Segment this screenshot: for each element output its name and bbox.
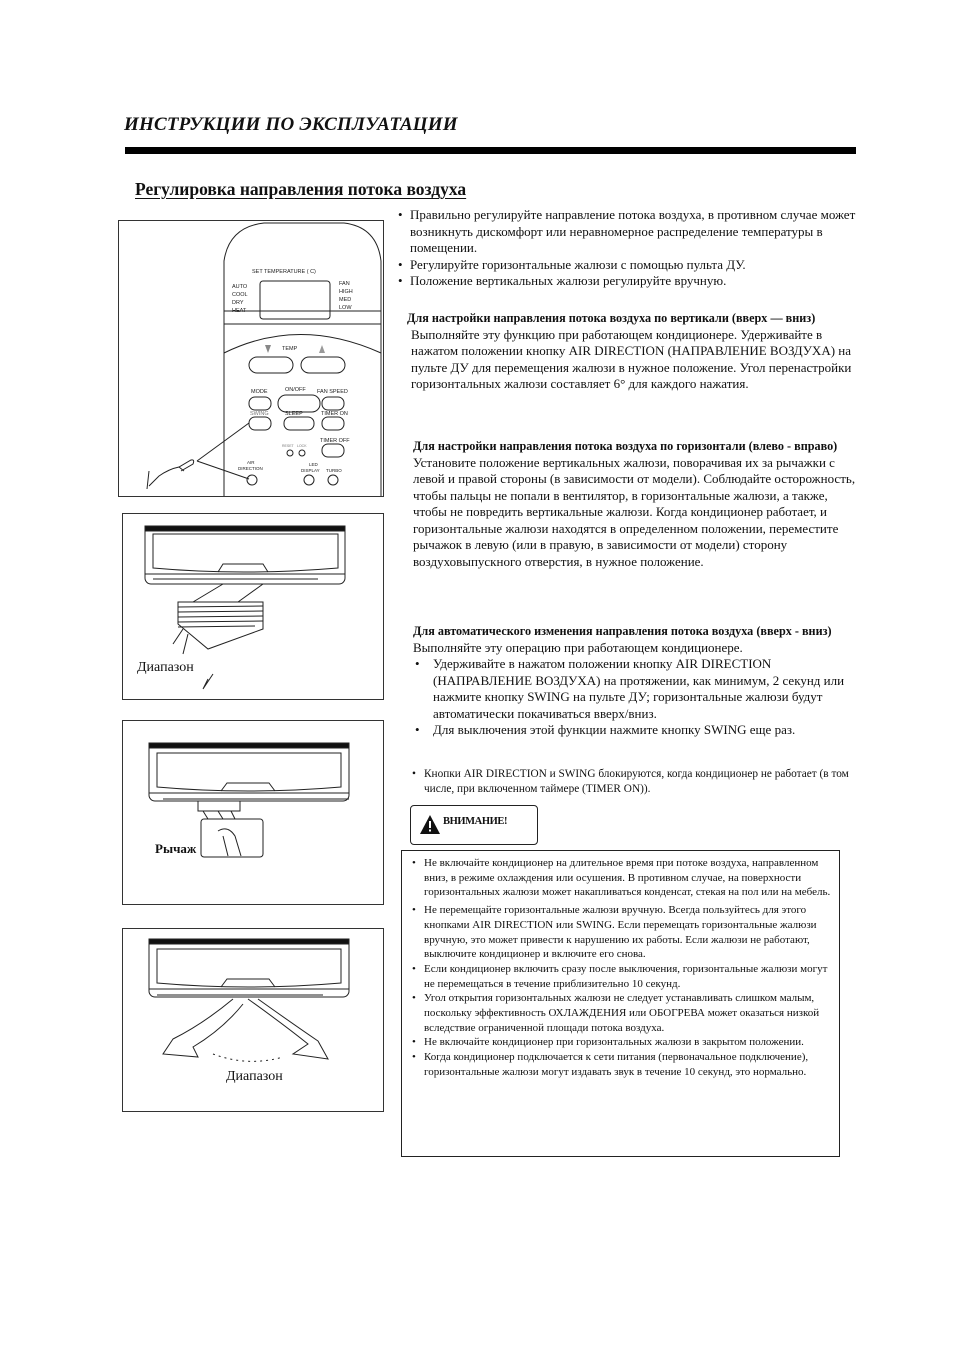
air-direction-label-1: AIR bbox=[247, 460, 255, 465]
warning-item: • Не включайте кондиционер на длительное время при потоке воздуха, направленном вниз, в режиме охлаждения или осушения. В противном случае, на поверхности горизонтальных жалюзи может накапливаться конденсат, стекая на пол или на мебель. bbox=[412, 856, 832, 900]
air-conditioner-lever-illustration bbox=[123, 721, 383, 904]
vertical-heading: Для настройки направления потока воздуха по вертикали (вверх — вниз) bbox=[407, 311, 816, 325]
mode-cool-label: COOL bbox=[232, 292, 248, 298]
fan-med-label: MED bbox=[339, 297, 352, 303]
fan-label: FAN bbox=[339, 281, 350, 287]
warning-item: • Не включайте кондиционер при горизонтальных жалюзи в закрытом положении. bbox=[412, 1035, 832, 1050]
reset-label: RESET bbox=[282, 444, 294, 448]
led-label-2: DISPLAY bbox=[301, 468, 320, 473]
warning-item: • Не перемещайте горизонтальные жалюзи вручную. Всегда пользуйтесь для этого кнопками AIR DIRECTION или SWING. Если перемещать горизонтальные жалюзи вручную, это может привести к нарушению их работы. Если жалюзи не работают, выключите кондиционер и включите его снова. bbox=[412, 903, 832, 962]
lever-label: Рычаж bbox=[155, 841, 197, 856]
warning-badge bbox=[410, 805, 538, 845]
warning-box bbox=[401, 850, 840, 1157]
led-label-1: LED bbox=[309, 462, 318, 467]
auto-bullet: • Удерживайте в нажатом положении кнопку AIR DIRECTION (НАПРАВЛЕНИЕ ВОЗДУХА) на протяжении, как минимум, 2 секунд или нажмите кнопку SWING на пульте ДУ; горизонтальные жалюзи будут автоматически покачиваться вверх/вниз. bbox=[413, 656, 858, 722]
warning-item: • Угол открытия горизонтальных жалюзи не следует устанавливать слишком малым, поскольку эффективность ОХЛАЖДЕНИЯ или ОБОГРЕВА может оказаться низкой вследствие ограниченной площади потока воздуха. bbox=[412, 991, 832, 1035]
horizontal-heading: Для настройки направления потока воздуха по горизонтали (влево - вправо) bbox=[413, 439, 838, 453]
sleep-button-label: SLEEP bbox=[285, 411, 303, 417]
auto-bullet: • Для выключения этой функции нажмите кнопку SWING еще раз. bbox=[413, 722, 858, 739]
range-label-2: Диапазон bbox=[226, 1069, 283, 1084]
auto-heading: Для автоматического изменения направления потока воздуха (вверх - вниз) bbox=[413, 624, 832, 638]
vertical-section bbox=[407, 310, 862, 393]
lock-note: • Кнопки AIR DIRECTION и SWING блокируются, когда кондиционер не работает (в том числе, при включенном таймере (TIMER ON)). bbox=[412, 767, 864, 796]
air-direction-label-2: DIRECTION bbox=[238, 466, 263, 471]
section-title: Регулировка направления потока воздуха bbox=[135, 179, 467, 199]
vertical-range-figure bbox=[122, 513, 384, 700]
lock-label: LOCK bbox=[297, 444, 307, 448]
fan-speed-button-label: FAN SPEED bbox=[317, 389, 348, 395]
auto-intro: Выполняйте эту операцию при работающем кондиционере. bbox=[413, 639, 743, 655]
timer-on-button-label: TIMER ON bbox=[321, 411, 348, 417]
vertical-body: Выполняйте эту функцию при работающем кондиционере. Удерживайте в нажатом положении кнопку AIR DIRECTION (НАПРАВЛЕНИЕ ВОЗДУХА) на пульте ДУ для перемещения жалюзи в нужное положение. Угол перенастройки горизонтальных жалюзи составляет 6° для каждого нажатия. bbox=[411, 326, 852, 391]
warning-item: • Когда кондиционер подключается к сети питания (первоначальное подключение), горизонтальные жалюзи могут издавать звук в течение 10 секунд, это нормально. bbox=[412, 1050, 832, 1079]
intro-bullet: • Правильно регулируйте направление потока воздуха, в противном случае может возникнуть дискомфорт или неравномерное распределение температуры в помещении. bbox=[398, 207, 858, 257]
horizontal-section bbox=[413, 438, 861, 570]
horizontal-range-figure bbox=[122, 928, 384, 1112]
range-label: Диапазон bbox=[137, 660, 194, 675]
mode-button-label: MODE bbox=[251, 389, 268, 395]
remote-control-illustration bbox=[119, 221, 383, 496]
lever-figure bbox=[122, 720, 384, 905]
warning-label: ВНИМАНИЕ! bbox=[443, 816, 508, 827]
turbo-label: TURBO bbox=[326, 468, 342, 473]
document-title: ИНСТРУКЦИИ ПО ЭКСПЛУАТАЦИИ bbox=[124, 114, 458, 135]
mode-auto-label: AUTO bbox=[232, 284, 248, 290]
title-divider bbox=[125, 147, 856, 154]
intro-bullet: • Положение вертикальных жалюзи регулируйте вручную. bbox=[398, 273, 858, 290]
swing-button-label: SWING bbox=[250, 411, 269, 417]
warning-item: • Если кондиционер включить сразу после выключения, горизонтальные жалюзи могут не перемещаться в течение приблизительно 10 секунд. bbox=[412, 962, 832, 991]
horizontal-body: Установите положение вертикальных жалюзи, поворачивая их за рычажки с левой и правой стороны (в зависимости от модели). Соблюдайте осторожность, чтобы пальцы не попали в вентилятор, в горизонтальные жалюзи, а также, чтобы не повредить вертикальные жалюзи. Когда кондиционер работает, и горизонтальные жалюзи находятся в определенном положении, переместите рычажок в левую (или в правую, в зависимости от модели) сторону воздуховыпускного отверстия, в нужное положение. bbox=[413, 454, 856, 569]
mode-dry-label: DRY bbox=[232, 300, 244, 306]
set-temperature-label: SET TEMPERATURE ( C) bbox=[252, 269, 316, 275]
fan-high-label: HIGH bbox=[339, 289, 353, 295]
fan-low-label: LOW bbox=[339, 305, 352, 311]
intro-bullet: • Регулируйте горизонтальные жалюзи с помощью пульта ДУ. bbox=[398, 257, 858, 274]
timer-off-button-label: TIMER OFF bbox=[320, 438, 350, 444]
remote-control-figure bbox=[118, 220, 384, 497]
intro-list bbox=[398, 207, 858, 290]
warning-triangle-icon bbox=[420, 815, 440, 834]
onoff-button-label: ON/OFF bbox=[285, 387, 306, 393]
auto-section bbox=[413, 623, 858, 739]
mode-heat-label: HEAT bbox=[232, 308, 247, 314]
temp-label: TEMP bbox=[282, 346, 298, 352]
